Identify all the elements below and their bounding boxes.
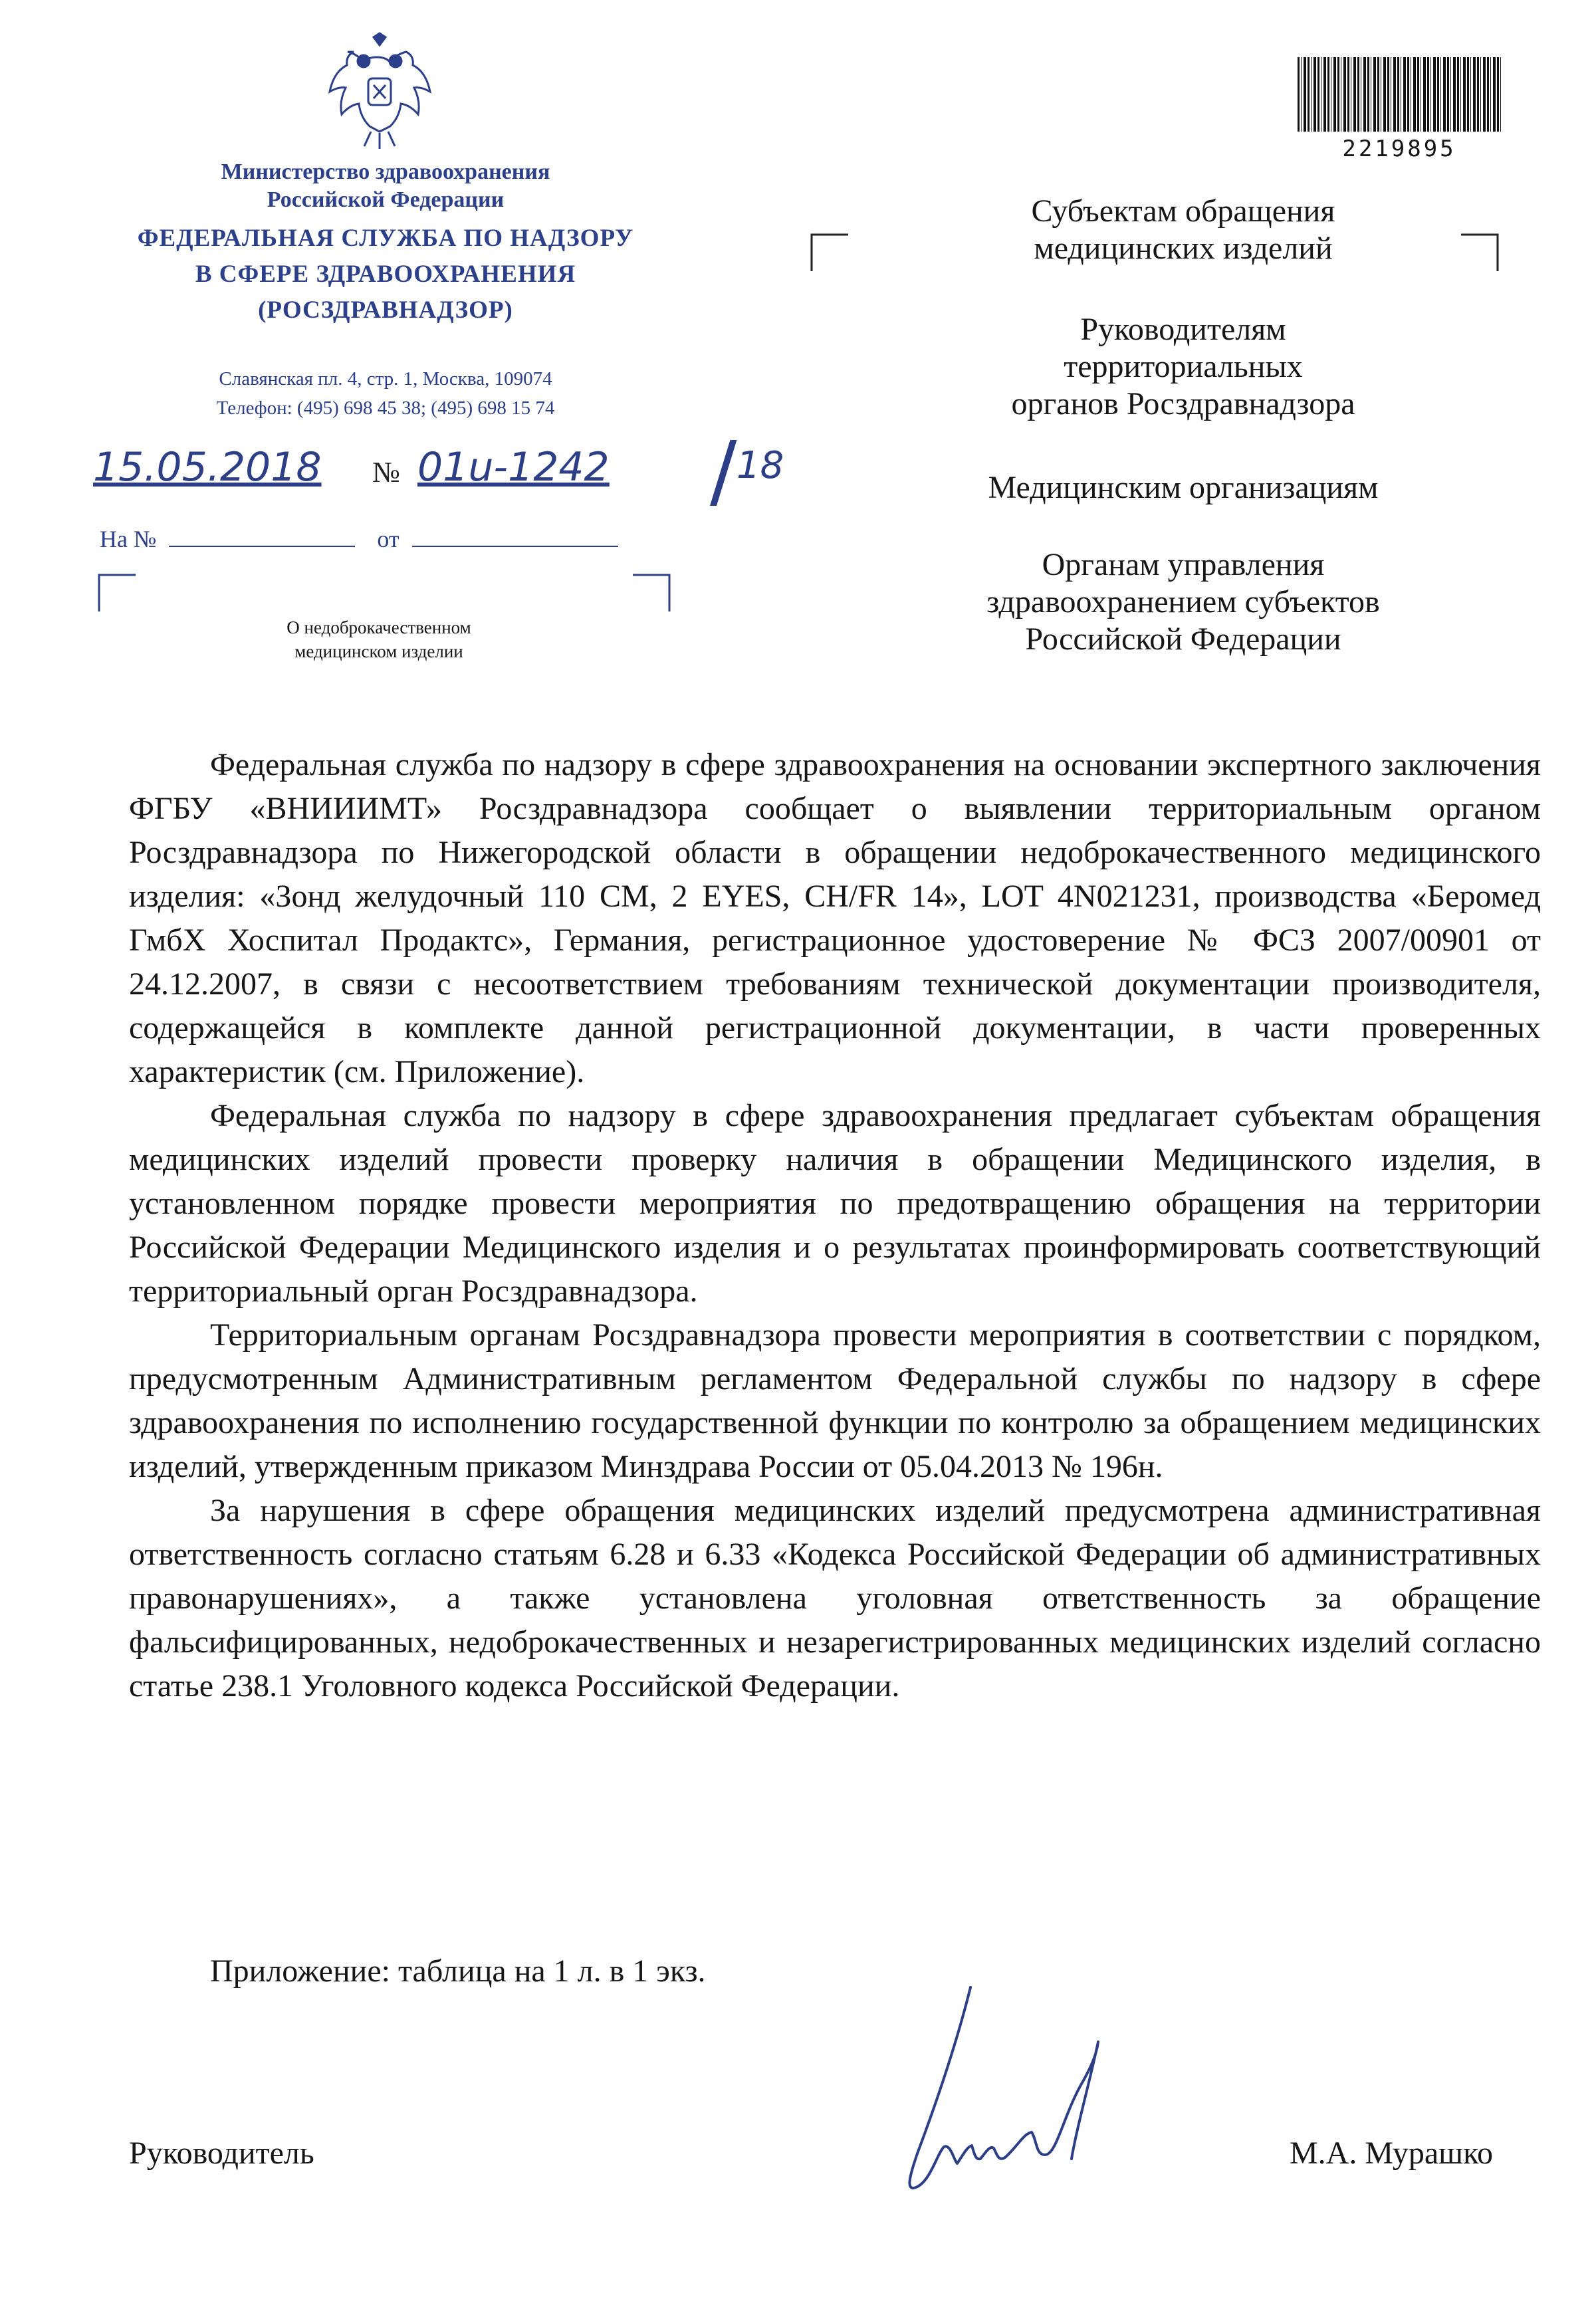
- recipient-4-line-2: здравоохранением субъектов: [986, 584, 1380, 619]
- document-number: 01u-1242: [417, 444, 610, 491]
- document-date: 15.05.2018: [93, 444, 322, 491]
- body-paragraph-4: За нарушения в сфере обращения медицинских изделий предусмотрена административная ответственность согласно статьям 6.28 и 6.33 «Кодекса Российской Федерации об административных правонарушениях», а также установлена уголовная ответственность за обращение фальсифицированных, недоброкачественных и незарегистрированных медицинских изделий согласно статье 238.1 Уголовного кодекса Российской Федерации.: [129, 1493, 1541, 1704]
- recipient-1-line-2: медицинских изделий: [1034, 231, 1333, 266]
- service-name: [86, 221, 685, 328]
- phone-line: Телефон: (495) 698 45 38; (495) 698 15 74: [216, 397, 555, 419]
- recipient-2: [917, 311, 1449, 423]
- barcode-number: 2219895: [1342, 136, 1456, 162]
- reference-number-blank: [169, 526, 355, 547]
- recipient-4-line-1: Органам управления: [1042, 547, 1325, 582]
- address-block: [120, 364, 651, 423]
- signatory-name: М.А. Мурашко: [1290, 2136, 1493, 2171]
- body-paragraph-3: Территориальным органам Росздравнадзора провести мероприятия в соответствии с порядком, предусмотренным Административным регламентом Федеральной службы по надзору в сфере здравоохранения по исполнению государственной функции по контролю за обращением медицинских изделий, утвержденным приказом Минздрава России от 05.04.2013 № 196н.: [129, 1317, 1541, 1484]
- reference-na-label: На №: [100, 526, 157, 552]
- subject-line-1: О недоброкачественном: [286, 617, 471, 637]
- body-paragraph-1: Федеральная служба по надзору в сфере здравоохранения на основании экспертного заключения ФГБУ «ВНИИИМТ» Росздравнадзора сообщает о выявлении территориальным органом Росздравнадзора по Нижегородской области в обращении недоброкачественного медицинского изделия: «Зонд желудочный 110 СМ, 2 EYES, CH/FR 14», LOT 4N021231, производства «Беромед ГмбХ Хоспитал Продактс», Германия, регистрационное удостоверение № ФСЗ 2007/00901 от 24.12.2007, в связи с несоответствием требованиям технической документации производителя, содержащейся в комплекте данной регистрационной документации, в части проверенных характеристик (см. Приложение).: [129, 747, 1541, 1089]
- ministry-line-1: Министерство здравоохранения: [221, 160, 550, 184]
- ministry-line-2: Российской Федерации: [267, 187, 505, 212]
- body-paragraph-2: Федеральная служба по надзору в сфере здравоохранения предлагает субъектам обращения медицинских изделий провести проверку наличия в обращении Медицинского изделия, в установленном порядке провести мероприятия по предотвращению обращения на территории Российской Федерации Медицинского изделия и о результатах проинформировать соответствующий территориальный орган Росздравнадзора.: [129, 1098, 1541, 1309]
- recipient-3-line-1: Медицинским организациям: [988, 470, 1379, 505]
- service-line-1: ФЕДЕРАЛЬНАЯ СЛУЖБА ПО НАДЗОРУ: [137, 225, 634, 252]
- recipient-1: [917, 193, 1449, 267]
- subject-line-2: медицинском изделии: [294, 641, 463, 661]
- attachment-note: Приложение: таблица на 1 л. в 1 экз.: [210, 1953, 706, 1989]
- document-number-suffix: 18: [737, 444, 784, 487]
- subject-line: [193, 615, 565, 663]
- coat-of-arms-icon: [327, 32, 432, 152]
- subject-corner-right: [631, 573, 671, 613]
- recipient-2-line-1: Руководителям: [1080, 312, 1286, 347]
- signatory-title: Руководитель: [129, 2136, 314, 2171]
- recipient-4-line-3: Российской Федерации: [1025, 621, 1341, 657]
- recipient-4: [917, 546, 1449, 658]
- ministry-name: [120, 158, 651, 214]
- reference-row: [100, 525, 618, 553]
- recipient-corner-right: [1460, 233, 1500, 273]
- handwritten-signature: [857, 1981, 1137, 2220]
- number-slash: /: [710, 425, 737, 518]
- barcode-icon: [1298, 57, 1501, 132]
- recipient-corner-left: [810, 233, 850, 273]
- reference-ot-label: от: [377, 526, 399, 552]
- address-line: Славянская пл. 4, стр. 1, Москва, 109074: [219, 368, 552, 389]
- recipient-3: [917, 469, 1449, 506]
- service-line-3: (РОСЗДРАВНАДЗОР): [258, 296, 513, 324]
- subject-corner-left: [97, 573, 137, 613]
- reference-date-blank: [412, 526, 618, 547]
- recipient-2-line-3: органов Росздравнадзора: [1011, 386, 1355, 421]
- letter-body: [129, 743, 1541, 1708]
- recipient-2-line-2: территориальных: [1064, 349, 1303, 384]
- recipient-1-line-1: Субъектам обращения: [1031, 193, 1335, 229]
- number-sign: №: [372, 456, 400, 489]
- service-line-2: В СФЕРЕ ЗДРАВООХРАНЕНИЯ: [195, 261, 576, 288]
